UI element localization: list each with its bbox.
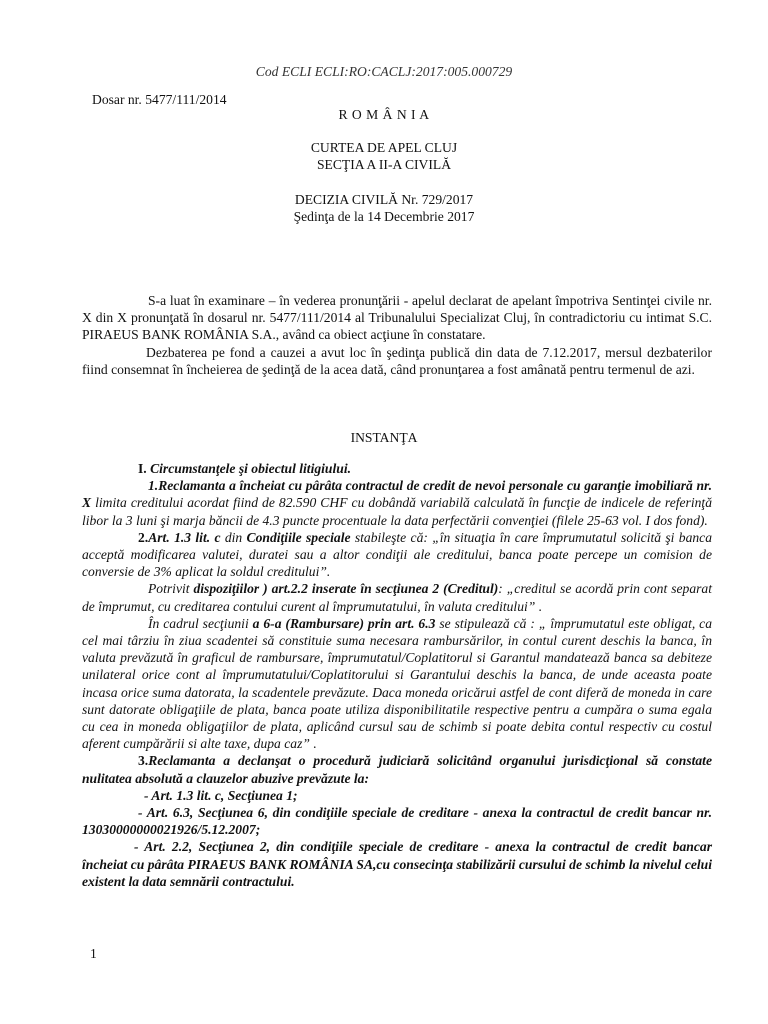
section-1-title: Circumstanţele şi obiectul litigiului. xyxy=(150,461,352,476)
paragraph-3-reference: dispoziţiilor ) art.2.2 inserate în secţiunea 2 (Creditul) xyxy=(193,581,499,597)
page-number: 1 xyxy=(90,946,97,961)
section-1-number: I. xyxy=(138,461,151,476)
paragraph-3-lead: Potrivit xyxy=(148,581,194,597)
country-heading: R O M Â N I A xyxy=(338,107,430,122)
paragraph-2 xyxy=(82,529,712,581)
paragraph-2-article: Art. 1.3 lit. c xyxy=(148,529,221,545)
intro-paragraph-1: S-a luat în examinare – în vederea pronunţării - apelul declarat de apelant împotriva Sentinţei civile nr. X din X pronunţată în dosarul nr. 5477/111/2014 al Tribunalului Specializat Cluj, în contradictoriu cu intimat S.C. PIRAEUS BANK ROMÂNIA S.A., având ca obiect acţiune în constatare. xyxy=(82,293,712,343)
paragraph-4-text: se stipulează că : „ împrumutatul este obligat, ca cel mai târziu în ziua scadentei să constituie suma necesara rambursărilor, in contul curent deschis la banca, în valuta prevăzută în graficul de rambursare, împrumutatul/Coplatitorul si Garantul mandatează banca sa debiteze unilateral orice cont al împrumutatului/Coplatitorului si Garantului deschis la banca, de unde aceasta poate incasa orice suma datorata, la scadentele prevăzute. Daca moneda oricărui astfel de cont diferă de moneda in care sunt datorate obligaţiile de plata, banca poate utiliza disponibilitatile respective pentru a cumpăra o suma egala cu cea in moneda obligaţiilor de plata, aplicând cursul sau de schimb si poate debita contul respectiv cu costul aferent cumpărării si alte taxe, dupa caz” . xyxy=(82,615,713,752)
court-name: CURTEA DE APEL CLUJ xyxy=(310,140,458,155)
paragraph-3-text: : „creditul se acordă prin cont separat de împrumut, cu creditarea contului curent al împrumutatului, în valuta creditului” . xyxy=(82,581,712,614)
paragraph-1-number: 1. xyxy=(148,478,159,494)
claim-item-1: - Art. 1.3 lit. c, Secţiunea 1; xyxy=(144,787,298,803)
claim-item-3: - Art. 2.2, Secţiunea 2, din condiţiile speciale de creditare - anexa la contractul de credit bancar încheiat cu pârâta PIRAEUS BANK ROMÂNIA SA,cu consecinţa stabilizării cursului de schimb la nivelul celui existent la data semnării contractului. xyxy=(82,839,712,889)
case-number: Dosar nr. 5477/111/2014 xyxy=(92,92,227,107)
ecli-code: Cod ECLI ECLI:RO:CACLJ:2017:005.000729 xyxy=(255,64,513,79)
session-date: Şedinţa de la 14 Decembrie 2017 xyxy=(293,209,475,224)
instanta-heading: INSTANŢA xyxy=(350,430,418,445)
paragraph-3 xyxy=(82,580,712,614)
paragraph-5-number: 3. xyxy=(138,753,149,769)
section-1-heading xyxy=(82,460,712,477)
court-section: SECŢIA A II-A CIVILĂ xyxy=(316,157,452,172)
paragraph-2-conditions: Condiţiile speciale xyxy=(246,529,351,545)
decision-title: DECIZIA CIVILĂ Nr. 729/2017 xyxy=(294,192,474,207)
paragraph-2-number: 2. xyxy=(138,529,149,545)
paragraph-1 xyxy=(82,477,712,529)
paragraph-2-text: stabileşte că: „în situaţia în care împrumutatul solicită şi banca acceptă modificarea valutei, duratei sau a altor condiţii ale creditului, banca poate percepe un comision de conversie de 3% aplicat la soldul creditului”. xyxy=(82,529,713,580)
paragraph-4-reference: a 6-a (Rambursare) prin art. 6.3 xyxy=(252,615,436,631)
intro-paragraph-2: Dezbaterea pe fond a cauzei a avut loc în şedinţa publică din data de 7.12.2017, mersul dezbaterilor fiind consemnat în încheierea de şedinţă de la acea dată, când pronunţarea a fost amânată pentru termenul de azi. xyxy=(82,344,712,377)
body-section xyxy=(82,460,712,890)
intro-section xyxy=(82,292,712,378)
paragraph-4 xyxy=(82,615,712,753)
paragraph-5 xyxy=(82,752,712,786)
paragraph-1-text: limita creditului acordat fiind de 82.590 CHF cu dobândă variabilă calculată în funcţie de indicele de referinţă libor la 3 luni şi marja băncii de 4.3 puncte procentuale la data perfectării convenţiei (filele 25-63 vol. I dos fond). xyxy=(82,495,712,528)
claim-item-2: - Art. 6.3, Secţiunea 6, din condiţiile speciale de creditare - anexa la contractul de credit bancar nr. 13030000000021926/5.12.2007; xyxy=(82,805,712,838)
paragraph-4-lead: În cadrul secţiunii xyxy=(148,615,253,631)
paragraph-2-from: din xyxy=(220,529,247,545)
paragraph-5-text: Reclamanta a declanşat o procedură judiciară solicitând organului jurisdicţional să constate nulitatea absolută a clauzelor abuzive prevăzute la: xyxy=(82,753,712,786)
paragraph-1-bold: Reclamanta a încheiat cu pârâta contractul de credit de nevoi personale cu garanţie imobiliară nr. X xyxy=(82,478,712,511)
